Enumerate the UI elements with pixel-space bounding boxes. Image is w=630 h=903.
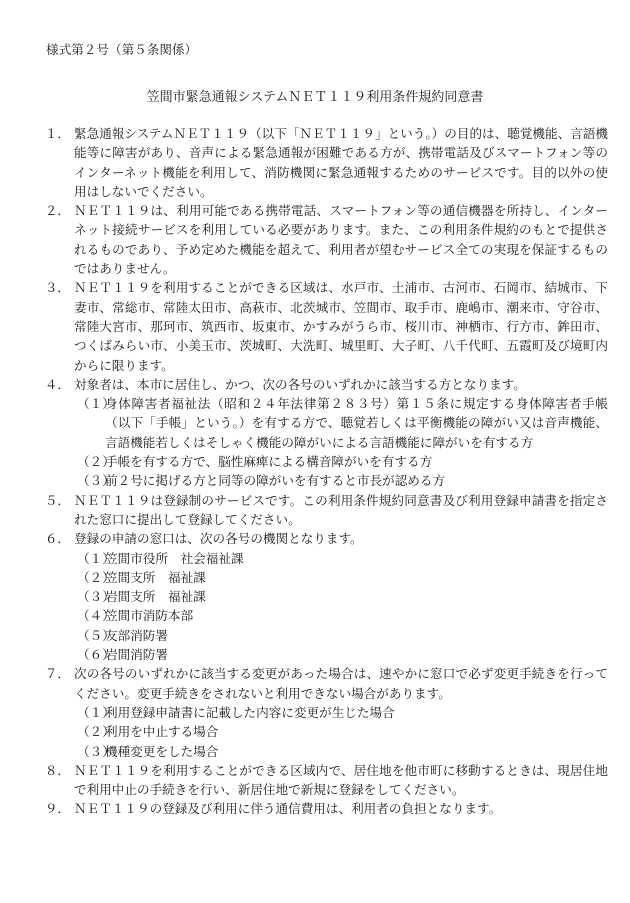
clause-number: ７． <box>44 666 70 682</box>
terms-list <box>25 124 608 819</box>
sub-item-number: （２） <box>77 569 115 585</box>
clause-item <box>25 761 608 800</box>
sub-item-number: （１） <box>77 396 115 412</box>
clause-item <box>25 664 608 760</box>
clause-item <box>25 278 608 374</box>
clause-text: 対象者は、本市に居住し、かつ、次の各号のいずれかに該当する方となります。 <box>74 376 526 392</box>
sub-item-text: 身体障害者福祉法（昭和２４年法律第２８３号）第１５条に規定する身体障害者手帳（以下「手帳」という。）を有する方で、聴覚若しくは平衡機能の障がい又は音声機能、言語機能若しくはそしゃく機能の障がいによる言語機能に障がいを有する方 <box>105 396 608 450</box>
clause-body <box>25 278 608 374</box>
clause-item <box>25 201 608 278</box>
sub-item-number: （２） <box>77 454 115 470</box>
clause-text: 次の各号のいずれかに該当する変更があった場合は、速やかに窓口で必ず変更手続きを行ってください。変更手続きをされないと利用できない場合があります。 <box>74 666 608 701</box>
sub-item <box>25 645 608 664</box>
clause-number: ９． <box>44 801 70 817</box>
clause-text: ＮＥＴ１１９の登録及び利用に伴う通信費用は、利用者の負担となります。 <box>74 801 502 817</box>
clause-number: ５． <box>44 492 70 508</box>
clause-item <box>25 799 608 818</box>
clause-body <box>25 124 608 201</box>
sub-item-number: （１） <box>77 704 115 720</box>
sub-item <box>25 568 608 587</box>
clause-text: 緊急通報システムＮＥＴ１１９（以下「ＮＥＴ１１９」という。）の目的は、聴覚機能、言語機能等に障害があり、音声による緊急通報が困難である方が、携帯電話及びスマートフォン等のインターネット機能を利用して、消防機関に緊急通報するためのサービスです。目的以外の使用はしないでください。 <box>74 126 608 199</box>
sub-item-list <box>25 549 608 665</box>
sub-item-number: （３） <box>77 473 115 489</box>
clause-text: 登録の申請の窓口は、次の各号の機関となります。 <box>74 531 363 547</box>
sub-item-text: 岩間支所 福祉課 <box>105 589 206 605</box>
sub-item-list <box>25 703 608 761</box>
sub-item <box>25 549 608 568</box>
clause-body <box>25 799 608 818</box>
sub-item-text: 機種変更をした場合 <box>105 743 219 759</box>
sub-item-number: （２） <box>77 724 115 740</box>
sub-item <box>25 703 608 722</box>
document-title: 笠間市緊急通報システムＮＥＴ１１９利用条件規約同意書 <box>146 90 484 105</box>
clause-body <box>25 491 608 530</box>
clause-number: １． <box>44 126 70 141</box>
sub-item <box>25 587 608 606</box>
clause-text: ＮＥＴ１１９は登録制のサービスです。この利用条件規約同意書及び利用登録申請書を指定された窓口に提出して登録してください。 <box>74 492 608 527</box>
sub-item-number: （５） <box>77 627 115 643</box>
sub-item <box>25 394 608 452</box>
sub-item <box>25 606 608 625</box>
clause-body <box>25 761 608 800</box>
clause-body <box>25 201 608 278</box>
sub-item-text: 利用登録申請書に記載した内容に変更が生じた場合 <box>105 704 395 720</box>
clause-body <box>25 529 608 548</box>
sub-item-number: （３） <box>77 743 115 759</box>
clause-text: ＮＥＴ１１９を利用することができる区域は、水戸市、土浦市、古河市、石岡市、結城市、下妻市、常総市、常陸太田市、高萩市、北茨城市、笠間市、取手市、鹿嶋市、潮来市、守谷市、常陸大宮市、那珂市、筑西市、坂東市、かすみがうら市、桜川市、神栖市、行方市、鉾田市、つくばみらい市、小美玉市、茨城町、大洗町、城里町、大子町、八千代町、五霞町及び境町内からに限ります。 <box>74 280 608 373</box>
sub-item-text: 友部消防署 <box>105 627 168 643</box>
clause-number: ８． <box>44 762 70 778</box>
sub-item-text: 手帳を有する方で、脳性麻痺による構音障がいを有する方 <box>105 454 433 470</box>
clause-number: ４． <box>44 376 70 392</box>
sub-item-number: （１） <box>77 550 115 566</box>
sub-item-text: 笠間市役所 社会福祉課 <box>105 550 244 566</box>
sub-item-number: （６） <box>77 647 115 663</box>
sub-item-text: 笠間支所 福祉課 <box>105 569 206 585</box>
sub-item-text: 利用を中止する場合 <box>105 724 219 740</box>
sub-item-text: 岩間消防署 <box>105 647 168 663</box>
sub-item-text: 笠間市消防本部 <box>105 608 194 624</box>
sub-item <box>25 742 608 761</box>
sub-item <box>25 471 608 490</box>
sub-item <box>25 722 608 741</box>
clause-number: ６． <box>44 531 70 547</box>
clause-text: ＮＥＴ１１９は、利用可能である携帯電話、スマートフォン等の通信機器を所持し、インターネット接続サービスを利用している必要があります。また、この利用条件規約のもとで提供されるものであり、予め定めた機能を超えて、利用者が望むサービス全ての実現を保証するものではありません。 <box>74 203 608 277</box>
sub-item <box>25 452 608 471</box>
clause-item <box>25 375 608 491</box>
sub-item-text: 前２号に掲げる方と同等の障がいを有すると市長が認める方 <box>105 473 446 489</box>
form-number: 様式第２号（第５条関係） <box>46 42 198 57</box>
sub-item-list <box>25 394 608 490</box>
sub-item-number: （４） <box>77 608 115 624</box>
sub-item-number: （３） <box>77 589 115 605</box>
clause-body <box>25 375 608 394</box>
clause-number: ２． <box>44 203 70 219</box>
clause-text: ＮＥＴ１１９を利用することができる区域内で、居住地を他市町に移動するときは、現居住地で利用中止の手続きを行い、新居住地で新規に登録をしてください。 <box>74 762 608 798</box>
clause-item <box>25 529 608 664</box>
clause-body <box>25 664 608 703</box>
clause-number: ３． <box>44 280 70 296</box>
sub-item <box>25 626 608 645</box>
clause-item <box>25 491 608 530</box>
clause-item <box>25 124 608 201</box>
